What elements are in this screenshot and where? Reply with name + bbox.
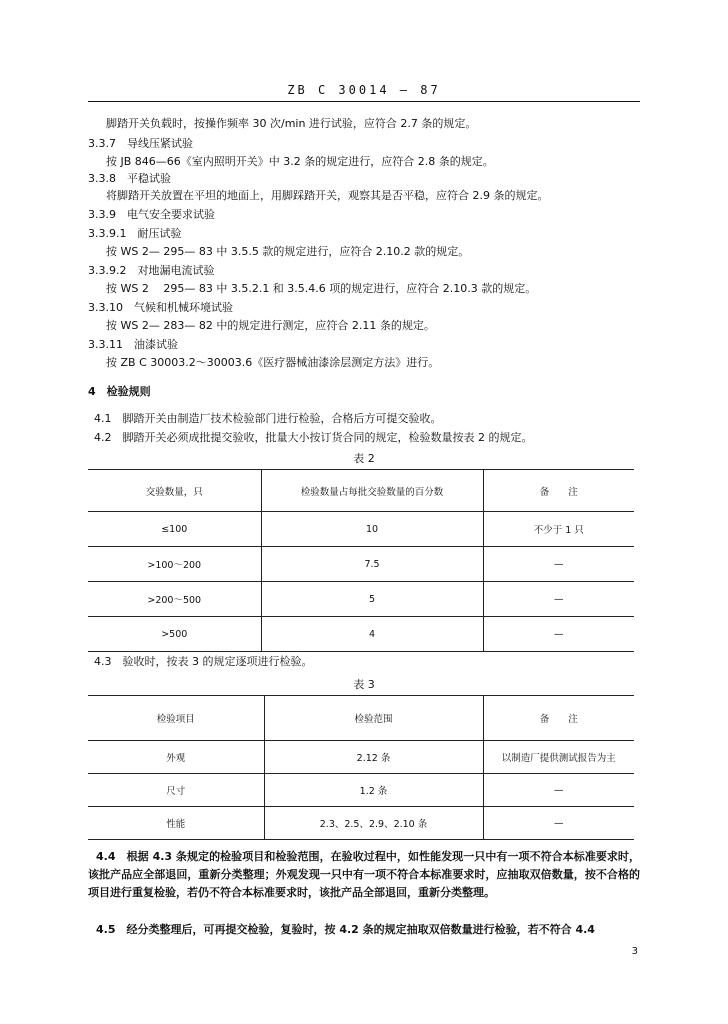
section-heading-3-3-11: 3.3.11 油漆试验 bbox=[88, 338, 178, 351]
clause-4-3: 4.3 验收时，按表 3 的规定逐项进行检验。 bbox=[94, 655, 313, 668]
section-heading-3-3-9-2: 3.3.9.2 对地漏电流试验 bbox=[88, 264, 215, 277]
table-cell: 性能 bbox=[88, 807, 264, 840]
table-cell: 1.2 条 bbox=[264, 774, 483, 807]
table-cell: 不少于 1 只 bbox=[483, 512, 634, 547]
chapter-heading-4: 4 检验规则 bbox=[88, 385, 151, 398]
table-2 bbox=[88, 469, 634, 652]
table-cell: — bbox=[483, 807, 634, 840]
table-header-cell: 交验数量，只 bbox=[88, 470, 261, 512]
clause-4-1: 4.1 脚踏开关由制造厂技术检验部门进行检验，合格后方可提交验收。 bbox=[94, 412, 442, 425]
table-row bbox=[88, 617, 634, 652]
clause-4-2: 4.2 脚踏开关必须成批提交验收，批量大小按订货合同的规定，检验数量按表 2 的规定。 bbox=[94, 431, 533, 444]
table-row bbox=[88, 807, 634, 840]
table-cell: 外观 bbox=[88, 741, 264, 774]
text-line: 按 ZB C 30003.2～30003.6《医疗器械油漆涂层测定方法》进行。 bbox=[106, 356, 440, 369]
table-cell: 7.5 bbox=[261, 547, 483, 582]
section-heading-3-3-9-1: 3.3.9.1 耐压试验 bbox=[88, 227, 182, 240]
clause-4-4: 4.4 根据 4.3 条规定的检验项目和检验范围，在验收过程中，如性能发现一只中有一项不符合本标准要求时，该批产品应全部退回，重新分类整理；外观发现一只中有一项不符合本标准要求时，应抽取双倍数量，按不合格的项目进行重复检验，若仍不符合本标准要求时，该批产品全部退回，重新分类整理。 bbox=[88, 850, 640, 899]
table-cell: — bbox=[483, 617, 634, 652]
table-header-cell: 检验数量占每批交验数量的百分数 bbox=[261, 470, 483, 512]
table-row bbox=[88, 582, 634, 617]
table-cell: 5 bbox=[261, 582, 483, 617]
table-2-caption: 表 2 bbox=[353, 452, 375, 465]
table-cell: 以制造厂提供测试报告为主 bbox=[483, 741, 634, 774]
page-number: 3 bbox=[631, 946, 638, 957]
table-cell: 2.3、2.5、2.9、2.10 条 bbox=[264, 807, 483, 840]
table-3 bbox=[88, 695, 634, 840]
text-line: 将脚踏开关放置在平坦的地面上，用脚踩踏开关，观察其是否平稳，应符合 2.9 条的规定。 bbox=[106, 189, 549, 202]
text-line: 按 WS 2— 283— 82 中的规定进行测定，应符合 2.11 条的规定。 bbox=[106, 319, 435, 332]
text-line: 按 JB 846—66《室内照明开关》中 3.2 条的规定进行，应符合 2.8 条的规定。 bbox=[106, 155, 494, 168]
table-row bbox=[88, 741, 634, 774]
text-line: 按 WS 2— 295— 83 中 3.5.5 款的规定进行，应符合 2.10.2 款的规定。 bbox=[106, 245, 470, 258]
table-cell: — bbox=[483, 774, 634, 807]
table-cell: — bbox=[483, 547, 634, 582]
table-header-row bbox=[88, 470, 634, 512]
table-cell: >100～200 bbox=[88, 547, 261, 582]
table-row bbox=[88, 512, 634, 547]
table-cell: 2.12 条 bbox=[264, 741, 483, 774]
section-heading-3-3-10: 3.3.10 气候和机械环境试验 bbox=[88, 301, 233, 314]
table-header-row bbox=[88, 696, 634, 741]
clause-4-5: 4.5 经分类整理后，可再提交检验，复验时，按 4.2 条的规定抽取双倍数量进行检验，若不符合 4.4 bbox=[96, 923, 595, 936]
table-cell: ≤100 bbox=[88, 512, 261, 547]
text-line: 脚踏开关负载时，按操作频率 30 次/min 进行试验，应符合 2.7 条的规定。 bbox=[106, 117, 477, 130]
table-3-caption: 表 3 bbox=[353, 678, 375, 691]
text-line: 按 WS 2 295— 83 中 3.5.2.1 和 3.5.4.6 项的规定进行，应符合 2.10.3 款的规定。 bbox=[106, 282, 537, 295]
section-heading-3-3-8: 3.3.8 平稳试验 bbox=[88, 172, 171, 185]
table-header-cell: 检验范围 bbox=[264, 696, 483, 741]
table-cell: — bbox=[483, 582, 634, 617]
standard-code-header: ZB C 30014 — 87 bbox=[287, 83, 441, 97]
section-heading-3-3-7: 3.3.7 导线压紧试验 bbox=[88, 137, 193, 150]
table-header-cell: 备 注 bbox=[483, 696, 634, 741]
table-cell: 10 bbox=[261, 512, 483, 547]
table-cell: 4 bbox=[261, 617, 483, 652]
table-cell: >200～500 bbox=[88, 582, 261, 617]
header-rule bbox=[88, 101, 640, 102]
section-heading-3-3-9: 3.3.9 电气安全要求试验 bbox=[88, 208, 215, 221]
table-cell: 尺寸 bbox=[88, 774, 264, 807]
table-header-cell: 备 注 bbox=[483, 470, 634, 512]
table-row bbox=[88, 774, 634, 807]
table-header-cell: 检验项目 bbox=[88, 696, 264, 741]
table-row bbox=[88, 547, 634, 582]
table-cell: >500 bbox=[88, 617, 261, 652]
